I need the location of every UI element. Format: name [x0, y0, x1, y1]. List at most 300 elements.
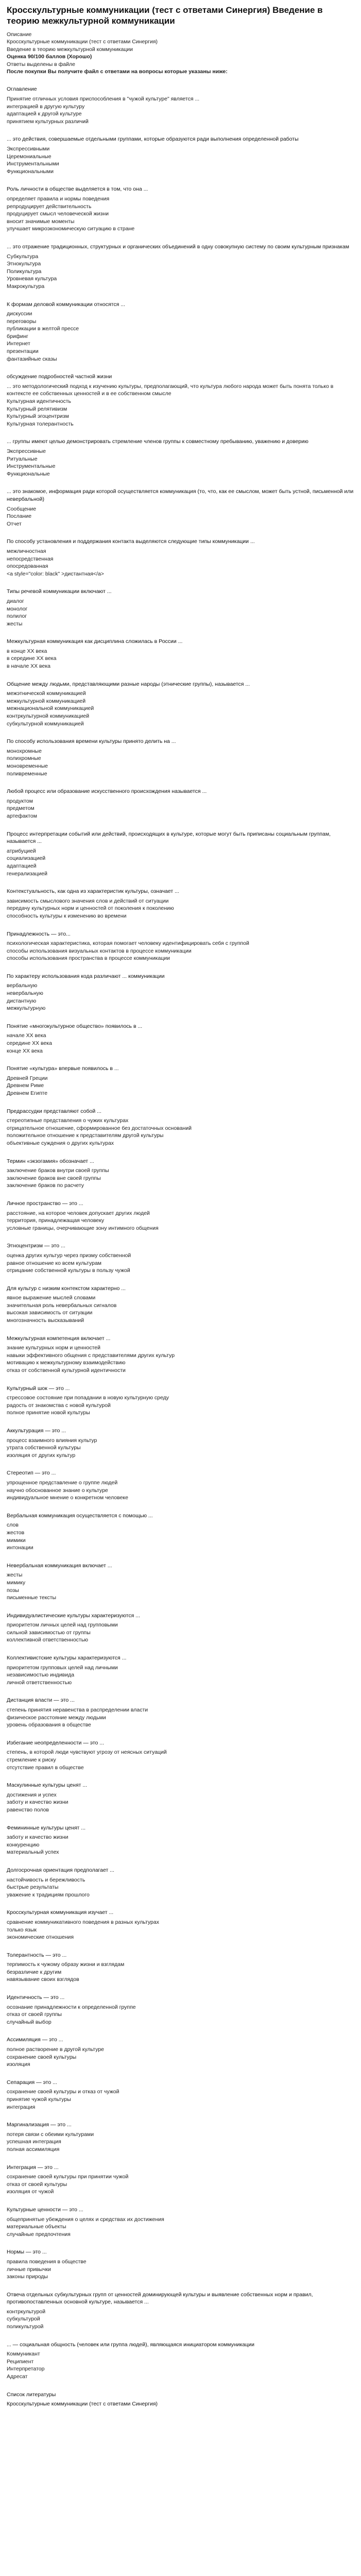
answer-option: сравнение коммуникативного поведения в разных культурах	[7, 1919, 159, 1925]
answer-options	[7, 1791, 354, 1814]
question-text: Интеграция — это ...	[7, 2164, 59, 2171]
question-block	[7, 185, 354, 233]
answer-option: Макрокультура	[7, 283, 45, 290]
question-block	[7, 930, 354, 962]
answer-options	[7, 1117, 354, 1147]
question-text: Термин «экзогамия» обозначает ...	[7, 1158, 94, 1164]
question-text: По способу использования времени культуры принято делить на ...	[7, 738, 176, 745]
question-block	[7, 1909, 354, 1941]
answer-option: Культурный эгоцентризм	[7, 413, 69, 420]
answer-options	[7, 1032, 354, 1055]
answer-option: личные привычки	[7, 2266, 51, 2273]
answer-option: Интерпретатор	[7, 2366, 45, 2372]
answer-option: материальный успех	[7, 1849, 59, 1856]
answer-options	[7, 2173, 354, 2196]
answer-option: сохранение своей культуры и отказ от чужой	[7, 2089, 119, 2095]
question-text: Фемининные культуры ценят ...	[7, 1824, 86, 1831]
answer-option: невербальную	[7, 990, 43, 997]
answer-option: достижения и успех	[7, 1791, 57, 1798]
answer-option: Интернет	[7, 341, 30, 347]
question-block	[7, 135, 354, 175]
answer-option: атрибуцией	[7, 848, 36, 854]
answer-option: потеря связи с обеими культурами	[7, 2131, 94, 2138]
answer-option: Культурная толерантность	[7, 420, 74, 427]
question-text: Сепарация — это ...	[7, 2079, 57, 2086]
answer-option: публикации в желтой прессе	[7, 326, 79, 332]
answer-option: письменные тексты	[7, 1595, 57, 1601]
bibliography-heading: Список литературы	[7, 2391, 56, 2398]
question-block	[7, 1562, 354, 1602]
answer-option: успешная интеграция	[7, 2139, 61, 2145]
answer-option: интеграцией в другую культуру	[7, 103, 85, 110]
answer-option: диалог	[7, 598, 24, 604]
question-text: Для культур с низким контекстом характерно ...	[7, 1285, 126, 1292]
answer-option: только язык	[7, 1926, 37, 1933]
question-block	[7, 1952, 354, 1984]
answer-options	[7, 1706, 354, 1729]
answer-option: Культурная идентичность	[7, 398, 71, 405]
question-text: ... группы имеют целью демонстрировать стремление членов группы к совместному пребыванию, уважению и доверию	[7, 438, 308, 445]
answer-option: заключение браков по расчету	[7, 1182, 84, 1189]
answer-option: способы использования пространства в процессе коммуникации	[7, 955, 170, 962]
answer-option: отказ от своей группы	[7, 2011, 62, 2018]
answer-option: уважение к традициям прошлого	[7, 1891, 90, 1898]
answer-options	[7, 897, 354, 920]
answer-option: продуцирует смысл человеческой жизни	[7, 211, 109, 217]
description-course: Кросскультурные коммуникации (тест с ответами Синергия)	[7, 39, 158, 45]
answer-option: Ритуальные	[7, 455, 38, 462]
answer-options	[7, 982, 354, 1012]
answer-option: социализацией	[7, 855, 46, 862]
question-text: Невербальная коммуникация включает ...	[7, 1562, 112, 1569]
question-text: По способу установления и поддержания контакта выделяются следующие типы коммуникации ...	[7, 538, 255, 545]
answer-option: изоляция от чужой	[7, 2189, 54, 2195]
answer-options	[7, 690, 354, 727]
answer-option: личной ответственностью	[7, 1679, 72, 1686]
answer-option: контркультурой	[7, 2308, 46, 2315]
question-block	[7, 788, 354, 820]
question-text: Предрассудки представляют собой ...	[7, 1108, 101, 1114]
answer-option: жесты	[7, 620, 23, 627]
question-block	[7, 1158, 354, 1190]
answer-option: межкультурной коммуникацией	[7, 698, 86, 704]
answer-option: приоритетом групповых целей над личными	[7, 1664, 118, 1671]
question-block	[7, 1824, 354, 1856]
question-block	[7, 1739, 354, 1771]
answer-option: отказ от своей культуры	[7, 2181, 67, 2188]
answer-options	[7, 1621, 354, 1644]
answer-options	[7, 1479, 354, 1502]
answer-option: сильной зависимостью от группы	[7, 1629, 91, 1636]
answer-option: межкультурную	[7, 1005, 46, 1012]
answer-option: субкультурой	[7, 2316, 40, 2323]
question-text: Межкультурная коммуникация как дисциплина сложилась в России ...	[7, 638, 183, 645]
question-block	[7, 588, 354, 628]
question-text: Кросскультурная коммуникация изучает ...	[7, 1909, 114, 1916]
question-text: Толерантность — это ...	[7, 1952, 67, 1958]
question-block	[7, 831, 354, 878]
answer-option: Реципиент	[7, 2358, 34, 2365]
question-block	[7, 2036, 354, 2068]
answer-options	[7, 548, 354, 578]
answer-options	[7, 848, 354, 877]
answer-option: сохранение своей культуры при принятии чужой	[7, 2174, 129, 2180]
answer-option: заключение браков внутри своей группы	[7, 1167, 109, 1174]
answer-option: высокая зависимость от ситуации	[7, 1310, 93, 1316]
question-text: Маргинализация — это ...	[7, 2122, 72, 2128]
answer-option: середине XX века	[7, 1040, 52, 1047]
answer-option: Древнем Риме	[7, 1082, 44, 1089]
description-heading: Описание	[7, 31, 32, 38]
answer-option: субкультурной коммуникацией	[7, 720, 84, 727]
question-text: Культурные ценности — это ...	[7, 2206, 83, 2213]
question-text: Контекстуальность, как одна из характеристик культуры, означает ...	[7, 888, 179, 895]
question-block	[7, 1697, 354, 1728]
answer-option: предметом	[7, 805, 35, 812]
question-text: Коллективистские культуры характеризуются ...	[7, 1655, 127, 1662]
answer-option: изоляция от других культур	[7, 1452, 76, 1459]
answer-option: брифинг	[7, 333, 28, 340]
question-text: Процесс интерпретации событий или действий, происходящих в культуре, которые могут быть приписаны социальным группам, называется ...	[7, 831, 331, 845]
answer-option: переговоры	[7, 318, 37, 325]
question-block	[7, 1285, 354, 1325]
question-text: Личное пространство — это ...	[7, 1200, 83, 1207]
question-text: Общение между людьми, представляющими разные народы (этнические группы), называется ...	[7, 681, 250, 687]
question-block	[7, 1200, 354, 1232]
answer-option: Древней Греции	[7, 1075, 48, 1081]
answer-option: Отчет	[7, 520, 22, 527]
answer-option: Функциональными	[7, 168, 54, 175]
answer-option: способы использования визуальных контактов в процессе коммуникации	[7, 947, 192, 954]
question-text: Избегание неопределенности — это ...	[7, 1739, 105, 1746]
answer-option: межличностная	[7, 548, 46, 554]
question-text: Оглавление	[7, 86, 37, 93]
answer-option: полихромные	[7, 755, 41, 762]
answer-option: процесс взаимного влияния культур	[7, 1437, 97, 1444]
answer-options	[7, 1961, 354, 1984]
answer-options	[7, 1834, 354, 1856]
answer-options	[7, 2216, 354, 2239]
answer-option: полилог	[7, 613, 27, 620]
answer-option: интонации	[7, 1545, 33, 1551]
question-text: Понятие «многокультурное общество» появилось в ...	[7, 1023, 143, 1029]
question-block	[7, 488, 354, 528]
answer-options	[7, 1252, 354, 1275]
answer-option: равное отношение ко всем культурам	[7, 1260, 102, 1266]
answer-option: жесты	[7, 1572, 23, 1579]
answer-option: межнациональной коммуникацией	[7, 705, 94, 712]
answer-option: заботу и качество жизни	[7, 1834, 68, 1841]
question-block	[7, 888, 354, 920]
answer-options	[7, 2258, 354, 2281]
answer-option: адаптацией	[7, 862, 37, 869]
answer-options	[7, 253, 354, 291]
question-text: ... это действия, совершаемые отдельными группами, которые образуются ради выполнения определенной работы	[7, 136, 299, 143]
answer-options	[7, 1075, 354, 1097]
answer-option: ... это методологический подход к изучению культуры, предполагающий, что культура любого народа может быть понята только в контексте ее собственных ценностей и в ее собственном смысле	[7, 383, 334, 397]
answer-option: Поликультура	[7, 268, 42, 275]
answer-option: улучшает микроэкономическую ситуацию в стране	[7, 226, 135, 232]
question-text: По характеру использования кода различают ... коммуникации	[7, 973, 165, 979]
question-block	[7, 2248, 354, 2280]
question-block	[7, 2341, 354, 2381]
question-text: Роль личности в обществе выделяется в том, что она ...	[7, 186, 148, 193]
answer-option: слов	[7, 1522, 19, 1529]
question-block	[7, 1335, 354, 1375]
question-block	[7, 1654, 354, 1686]
answer-options	[7, 505, 354, 528]
answer-options	[7, 1664, 354, 1687]
question-block	[7, 86, 354, 125]
answer-option: утрата собственной культуры	[7, 1445, 81, 1451]
answer-option: Инструментальные	[7, 463, 56, 470]
question-block	[7, 738, 354, 777]
answer-option: контркультурной коммуникацией	[7, 713, 90, 720]
answer-options	[7, 1919, 354, 1941]
answer-option: многозначность высказываний	[7, 1317, 84, 1324]
question-block	[7, 1469, 354, 1501]
answer-option: полное растворение в другой культуре	[7, 2046, 105, 2053]
answer-option: Сообщение	[7, 505, 37, 512]
answer-option: продуктом	[7, 798, 33, 804]
answer-option: Уровневая культура	[7, 276, 57, 282]
answer-option: осознание принадлежности к определенной группе	[7, 2004, 136, 2010]
question-block	[7, 538, 354, 578]
answer-option: мимику	[7, 1579, 26, 1586]
question-text: Культурный шок — это ...	[7, 1385, 70, 1392]
answer-option: Коммуникант	[7, 2351, 40, 2358]
question-text: Понятие «культура» впервые появилось в ...	[7, 1065, 119, 1072]
question-block	[7, 1065, 354, 1097]
footer-course-title: Кросскультурные коммуникации (тест с ответами Синергия)	[7, 2401, 158, 2408]
answer-options	[7, 448, 354, 478]
answer-option: расстояние, на которое человек допускает других людей	[7, 1210, 150, 1216]
question-block	[7, 1023, 354, 1055]
question-block	[7, 301, 354, 363]
answer-option: зависимость смыслового значения слов и действий от ситуации	[7, 897, 169, 904]
question-text: Долгосрочная ориентация предполагает ...	[7, 1867, 114, 1873]
question-text: Принадлежность — это...	[7, 930, 71, 937]
question-block	[7, 1612, 354, 1644]
answer-option: Субкультура	[7, 253, 39, 260]
answer-option: Этнокультура	[7, 261, 41, 267]
answer-options	[7, 1437, 354, 1460]
answer-option: стереотипные представления о чужих культурах	[7, 1117, 129, 1124]
answer-option: поливременные	[7, 770, 47, 777]
footer-block	[7, 2391, 354, 2408]
answer-option: в конце XX века	[7, 648, 47, 654]
answer-option: отказ от собственной культурной идентичности	[7, 1367, 126, 1374]
question-block	[7, 1427, 354, 1459]
answer-options	[7, 1394, 354, 1417]
question-block	[7, 1108, 354, 1147]
answer-options	[7, 1344, 354, 1374]
answer-options	[7, 2004, 354, 2026]
answer-option: мимики	[7, 1537, 26, 1544]
question-block	[7, 1512, 354, 1552]
answer-option: принятие чужой культуры	[7, 2096, 71, 2103]
answer-option: Церемониальные	[7, 153, 51, 160]
answer-option: вносит значимые моменты	[7, 218, 75, 225]
question-text: ... — социальная общность (человек или группа людей), являющаяся инициатором коммуникации	[7, 2341, 254, 2348]
question-list	[7, 86, 354, 2380]
answer-option: дискуссии	[7, 311, 32, 317]
answer-option: вербальную	[7, 982, 38, 989]
answer-option: коллективной ответственностью	[7, 1637, 89, 1643]
answer-option: начале XX века	[7, 1032, 46, 1039]
answer-option: значительная роль невербальных сигналов	[7, 1302, 117, 1309]
answer-option: интеграция	[7, 2104, 36, 2110]
answer-options	[7, 1749, 354, 1771]
answer-option: Адресат	[7, 2374, 28, 2380]
question-text: Типы речевой коммуникации включают ...	[7, 588, 112, 595]
answer-option: физическое расстояние между людьми	[7, 1714, 106, 1721]
question-block	[7, 1242, 354, 1274]
answer-option: отсутствие правил в обществе	[7, 1764, 84, 1771]
answer-option: навыки эффективного общения с представителями других культур	[7, 1352, 175, 1359]
answer-option: заключение браков вне своей группы	[7, 1175, 101, 1181]
answer-option: знание культурных норм и ценностей	[7, 1345, 101, 1351]
answer-options	[7, 2046, 354, 2069]
answer-option: случайный выбор	[7, 2019, 51, 2025]
answer-option: принятием культурных различий	[7, 118, 89, 125]
answers-note: Ответы выделены в файле	[7, 61, 75, 67]
question-text: обсуждение подробностей частной жизни	[7, 374, 112, 380]
answer-options	[7, 598, 354, 628]
answer-option: сохранение своей культуры	[7, 2054, 77, 2060]
question-block	[7, 2164, 354, 2196]
question-block	[7, 1782, 354, 1814]
answer-option: экономические отношения	[7, 1934, 74, 1941]
answer-options	[7, 798, 354, 820]
answer-options	[7, 648, 354, 670]
answer-option: оценка других культур через призму собственной	[7, 1252, 131, 1259]
answer-options	[7, 2088, 354, 2111]
question-block	[7, 973, 354, 1012]
answer-option: Функциональные	[7, 470, 50, 477]
answer-options	[7, 748, 354, 777]
answer-option: заботу и качество жизни	[7, 1799, 68, 1806]
answer-option: межэтнической коммуникацией	[7, 690, 86, 697]
description-block	[7, 31, 354, 75]
answer-option: Культурный релятивизм	[7, 405, 67, 412]
answer-option: уровень образования в обществе	[7, 1722, 91, 1728]
answer-option: определяет правила и нормы поведения	[7, 195, 110, 202]
question-text: Аккультурация — это ...	[7, 1428, 66, 1434]
answer-option: стрессовое состояние при попадании в новую культурную среду	[7, 1395, 169, 1401]
answer-option: жестов	[7, 1529, 25, 1536]
answer-option: объективные суждения о других культурах	[7, 1140, 114, 1146]
answer-option: настойчивость и бережливость	[7, 1876, 85, 1883]
answer-option: отрицательное отношение, сформированное без достаточных оснований	[7, 1125, 192, 1131]
answer-option: изоляция	[7, 2061, 30, 2068]
answer-options	[7, 2308, 354, 2331]
answer-option: монолог	[7, 605, 28, 612]
question-text: ... это знакомое, информация ради которой осуществляется коммуникация (то, что, как ее смыслом, может быть устной, письменной или невербальной)	[7, 488, 354, 502]
answer-option: терпимость к чужому образу жизни и взглядам	[7, 1961, 125, 1968]
answer-option: в середине XX века	[7, 655, 57, 662]
question-block	[7, 1385, 354, 1417]
question-text: Вербальная коммуникация осуществляется с помощью ...	[7, 1512, 153, 1519]
page-title: Кросскультурные коммуникации (тест с ответами Синергия) Введение в теорию межкультурной коммуникации	[7, 5, 323, 26]
question-text: Этноцентризм — это ...	[7, 1243, 65, 1249]
answer-option: конце XX века	[7, 1047, 43, 1054]
question-block	[7, 1867, 354, 1899]
question-text: Ассимиляция — это ...	[7, 2037, 63, 2043]
answer-option: артефактом	[7, 812, 37, 819]
answer-option: территория, принадлежащая человеку	[7, 1217, 105, 1224]
answer-options	[7, 2131, 354, 2154]
grade-line: Оценка 90/100 баллов (Хорошо)	[7, 54, 92, 60]
question-text: Индивидуалистические культуры характеризуются ...	[7, 1612, 140, 1619]
question-block	[7, 373, 354, 428]
answer-option: независимостью индивида	[7, 1672, 75, 1679]
question-text: Идентичность — это ...	[7, 1994, 65, 2001]
answer-option: индивидуальное мнение о конкретном человеке	[7, 1495, 128, 1501]
question-block	[7, 2206, 354, 2238]
question-text: К формам деловой коммуникации относятся ...	[7, 301, 125, 308]
answer-option: научно обоснованное знание о культуре	[7, 1487, 108, 1494]
answer-option: поликультурой	[7, 2324, 44, 2330]
answer-option: моновременные	[7, 763, 48, 769]
question-text: ... это отражение традиционных, структурных и органических объединений в одну совокупную систему по своим культурным признакам	[7, 243, 349, 250]
answer-options	[7, 195, 354, 233]
answer-option: случайные предпочтения	[7, 2231, 71, 2238]
answer-option: способность культуры к изменению во времени	[7, 912, 127, 919]
answer-option: правила поведения в обществе	[7, 2258, 87, 2265]
question-text: Стереотип — это ...	[7, 1470, 56, 1477]
question-block	[7, 2079, 354, 2111]
question-block	[7, 243, 354, 291]
question-block	[7, 1994, 354, 2026]
answer-option: степень принятия неравенства в распределении власти	[7, 1707, 148, 1714]
answer-option: стремление к риску	[7, 1757, 56, 1763]
answer-option: Инструментальными	[7, 161, 59, 167]
question-text: Любой процесс или образование искусственного происхождения называется ...	[7, 788, 207, 795]
answer-option: материальные объекты	[7, 2224, 66, 2230]
answer-option: безразличие к другим	[7, 1969, 62, 1975]
answer-option: позы	[7, 1587, 19, 1594]
answer-option: отрицание собственной культуры в пользу чужой	[7, 1267, 130, 1274]
answer-option: навязывание своих взглядов	[7, 1976, 79, 1983]
answer-options	[7, 1210, 354, 1232]
answer-options	[7, 1876, 354, 1899]
answer-option: приоритетом личных целей над групповыми	[7, 1622, 118, 1629]
question-text: Отвеча отдельных субкультурных групп от ценностей доминирующей культуры и выявление собственных норм и правил, противопоставленных основной культуре, называется ...	[7, 2291, 313, 2306]
question-block	[7, 638, 354, 670]
answer-option: передачу культурных норм и ценностей от поколения к поколению	[7, 905, 174, 912]
answer-option: опосредованная	[7, 563, 48, 570]
answer-option: непосредственная	[7, 555, 54, 562]
answer-option: мотивацию к межкультурному взаимодействию	[7, 1360, 126, 1366]
answer-options	[7, 95, 354, 125]
answer-option: степень, в которой люди чувствуют угрозу от неясных ситуаций	[7, 1749, 167, 1756]
purchase-note: После покупки Вы получите файл с ответами на вопросы которые указаны ниже:	[7, 69, 228, 75]
answer-option: Экспрессивные	[7, 448, 46, 454]
answer-option: психологическая характеристика, которая помогает человеку идентифицировать себя с группой	[7, 940, 249, 947]
answer-option: условные границы, очерчивающие зону интимного общения	[7, 1225, 159, 1231]
question-text: Дистанция власти — это ...	[7, 1697, 75, 1704]
answer-option: Экспрессивными	[7, 146, 50, 152]
answer-options	[7, 940, 354, 962]
question-block	[7, 438, 354, 478]
question-text: Маскулинные культуры ценят ...	[7, 1782, 88, 1789]
answer-options	[7, 1521, 354, 1551]
question-block	[7, 2121, 354, 2153]
answer-options	[7, 2350, 354, 2380]
answer-option: радость от знакомства с новой культурой	[7, 1402, 111, 1409]
answer-options	[7, 310, 354, 363]
